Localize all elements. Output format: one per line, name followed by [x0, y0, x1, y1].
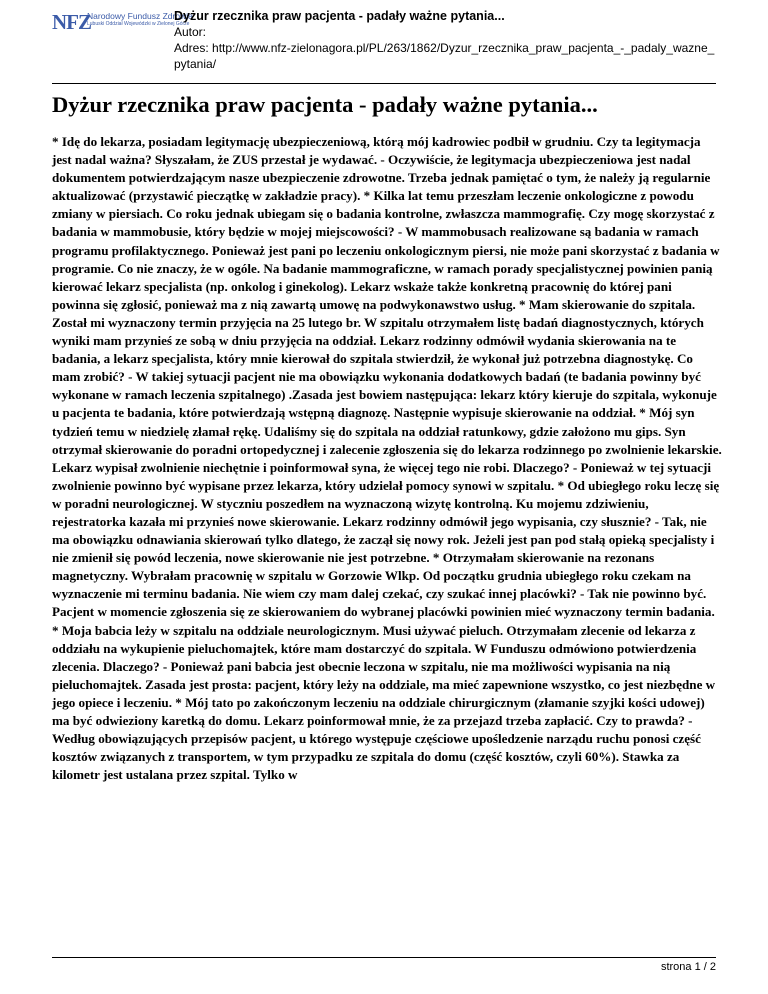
footer-divider	[52, 957, 716, 958]
header-document-title: Dyżur rzecznika praw pacjenta - padały ważne pytania...	[174, 9, 505, 23]
article-title: Dyżur rzecznika praw pacjenta - padały ważne pytania...	[52, 92, 598, 117]
logo-mark: NFZ	[52, 10, 91, 34]
logo-text-line2: Lubuski Oddział Wojewódzki w Zielonej Górze	[87, 21, 190, 27]
address-url[interactable]: Adres: http://www.nfz-zielonagora.pl/PL/263/1862/Dyzur_rzecznika_praw_pacjenta_-_padaly_wazne_pytania/	[174, 41, 715, 71]
logo-text	[87, 11, 193, 27]
logo-text-line1: Narodowy Fundusz Zdrowia	[87, 11, 193, 21]
page-number: strona 1 / 2	[660, 961, 716, 973]
header-divider	[52, 83, 716, 84]
document-meta	[174, 8, 734, 72]
page-header	[52, 8, 722, 78]
author-label: Autor:	[174, 25, 207, 39]
nfz-logo	[52, 10, 193, 34]
article-body: * Idę do lekarza, posiadam legitymację ubezpieczeniową, którą mój kadrowiec podbił w grudniu. Czy ta legitymacja jest nadal ważna? Słyszałam, że ZUS przestał je wydawać. - Oczywiście, że legitymacja ubezpieczeniowa jest nadal dokumentem potwierdzającym nasze ubezpieczenie zdrowotne. Trzeba jednak pamiętać o tym, że należy ją regularnie aktualizować (przystawić pieczątkę w zakładzie pracy). * Kilka lat temu przeszłam leczenie onkologiczne z powodu zmiany w piersiach. Co roku jednak ubiegam się o badania kontrolne, zwłaszcza mammografię. Czy mogę skorzystać z badania w mammobusie, który będzie w mojej miejscowości? - W mammobusach realizowane są badania w ramach programu profilaktycznego. Ponieważ jest pani po leczeniu onkologicznym piersi, nie może pani skorzystać z badania w programie. Co nie znaczy, że w ogóle. Na badanie mammograficzne, w ramach porady specjalistycznej powinien panią kierować lekarz specjalista (np. onkolog i ginekolog). Lekarz wskaże także konkretną pracownię do której pani powinna się zgłosić, ponieważ ma z nią zawartą umowę na podwykonawstwo usług. * Mam skierowanie do szpitala. Został mi wyznaczony termin przyjęcia na 25 lutego br. W szpitalu otrzymałem listę badań diagnostycznych, których wyniki mam przynieś ze sobą w dniu przyjęcia na oddział. Lekarz rodzinny odmówił wydania skierowania na te badania, a lekarz specjalista, który mnie kierował do szpitala stwierdził, że wykonał już potrzebna diagnostykę. Co mam zrobić? - W takiej sytuacji pacjent nie ma obowiązku wykonania dodatkowych badań (te badania powinny być wykonane w ramach leczenia szpitalnego) .Zasada jest bowiem następująca: lekarz który kieruje do szpitala, wykonuje u pacjenta te badania, które potwierdzają wstępną diagnozę. Następnie wypisuje skierowanie na oddział. * Mój syn tydzień temu w niedzielę złamał rękę. Udaliśmy się do szpitala na oddział ratunkowy, gdzie założono mu gips. Syn otrzymał skierowanie do poradni ortopedycznej i zalecenie zgłoszenia się do lekarza rodzinnego po zwolnienie lekarskie. Lekarz wypisał zwolnienie niechętnie i poinformował syna, że więcej tego nie robi. Dlaczego? - Ponieważ w tej sytuacji zwolnienie powinno być wypisane przez lekarza, który udzielał pomocy synowi w szpitalu. * Od ubiegłego roku leczę się w poradni neurologicznej. W styczniu poszedłem na wyznaczoną wizytę kontrolną. Ku mojemu zdziwieniu, rejestratorka kazała mi przynieś nowe skierowanie. Lekarz rodzinny odmówił jego wypisania, czy słusznie? - Tak, nie ma obowiązku odnawiania skierowań tylko dlatego, że zaczął się nowy rok. Jeżeli jest pan pod stałą opieką specjalisty i nie zmienił się powód leczenia, nowe skierowanie nie jest potrzebne. * Otrzymałam skierowanie na rezonans magnetyczny. Wybrałam pracownię w szpitalu w Gorzowie Wlkp. Od początku grudnia ubiegłego roku czekam na wyznaczenie mi terminu badania. Nie wiem czy mam dalej czekać, czy szukać innej placówki? - Tak nie powinno być. Pacjent w momencie zgłoszenia się ze skierowaniem do wybranej placówki powinien mieć wyznaczony termin badania. * Moja babcia leży w szpitalu na oddziale neurologicznym. Musi używać pieluch. Otrzymałam zlecenie od lekarza z oddziału na wykupienie pieluchomajtek, które mam dostarczyć do szpitala. W Funduszu odmówiono potwierdzenia zlecenia. Dlaczego? - Ponieważ pani babcia jest obecnie leczona w szpitalu, nie ma możliwości wypisania na nią pieluchomajtek. Zasada jest prosta: pacjent, który leży na oddziale, ma mieć zapewnione wszystko, co jest niezbędne w jego opiece i leczeniu. * Mój tato po zakończonym leczeniu na oddziale chirurgicznym (złamanie szyjki kości udowej) ma być odwieziony karetką do domu. Lekarz poinformował mnie, że za przejazd trzeba zapłacić. Czy to prawda? - Według obowiązujących przepisów pacjent, u którego występuje częściowe upośledzenie narządu ruchu ponosi część kosztów związanych z transportem, w tym przypadku ze szpitala do domu (część kosztów, czyli 60%). Stawka za kilometr jest ustalana przez szpital. Tylko w	[52, 134, 722, 783]
